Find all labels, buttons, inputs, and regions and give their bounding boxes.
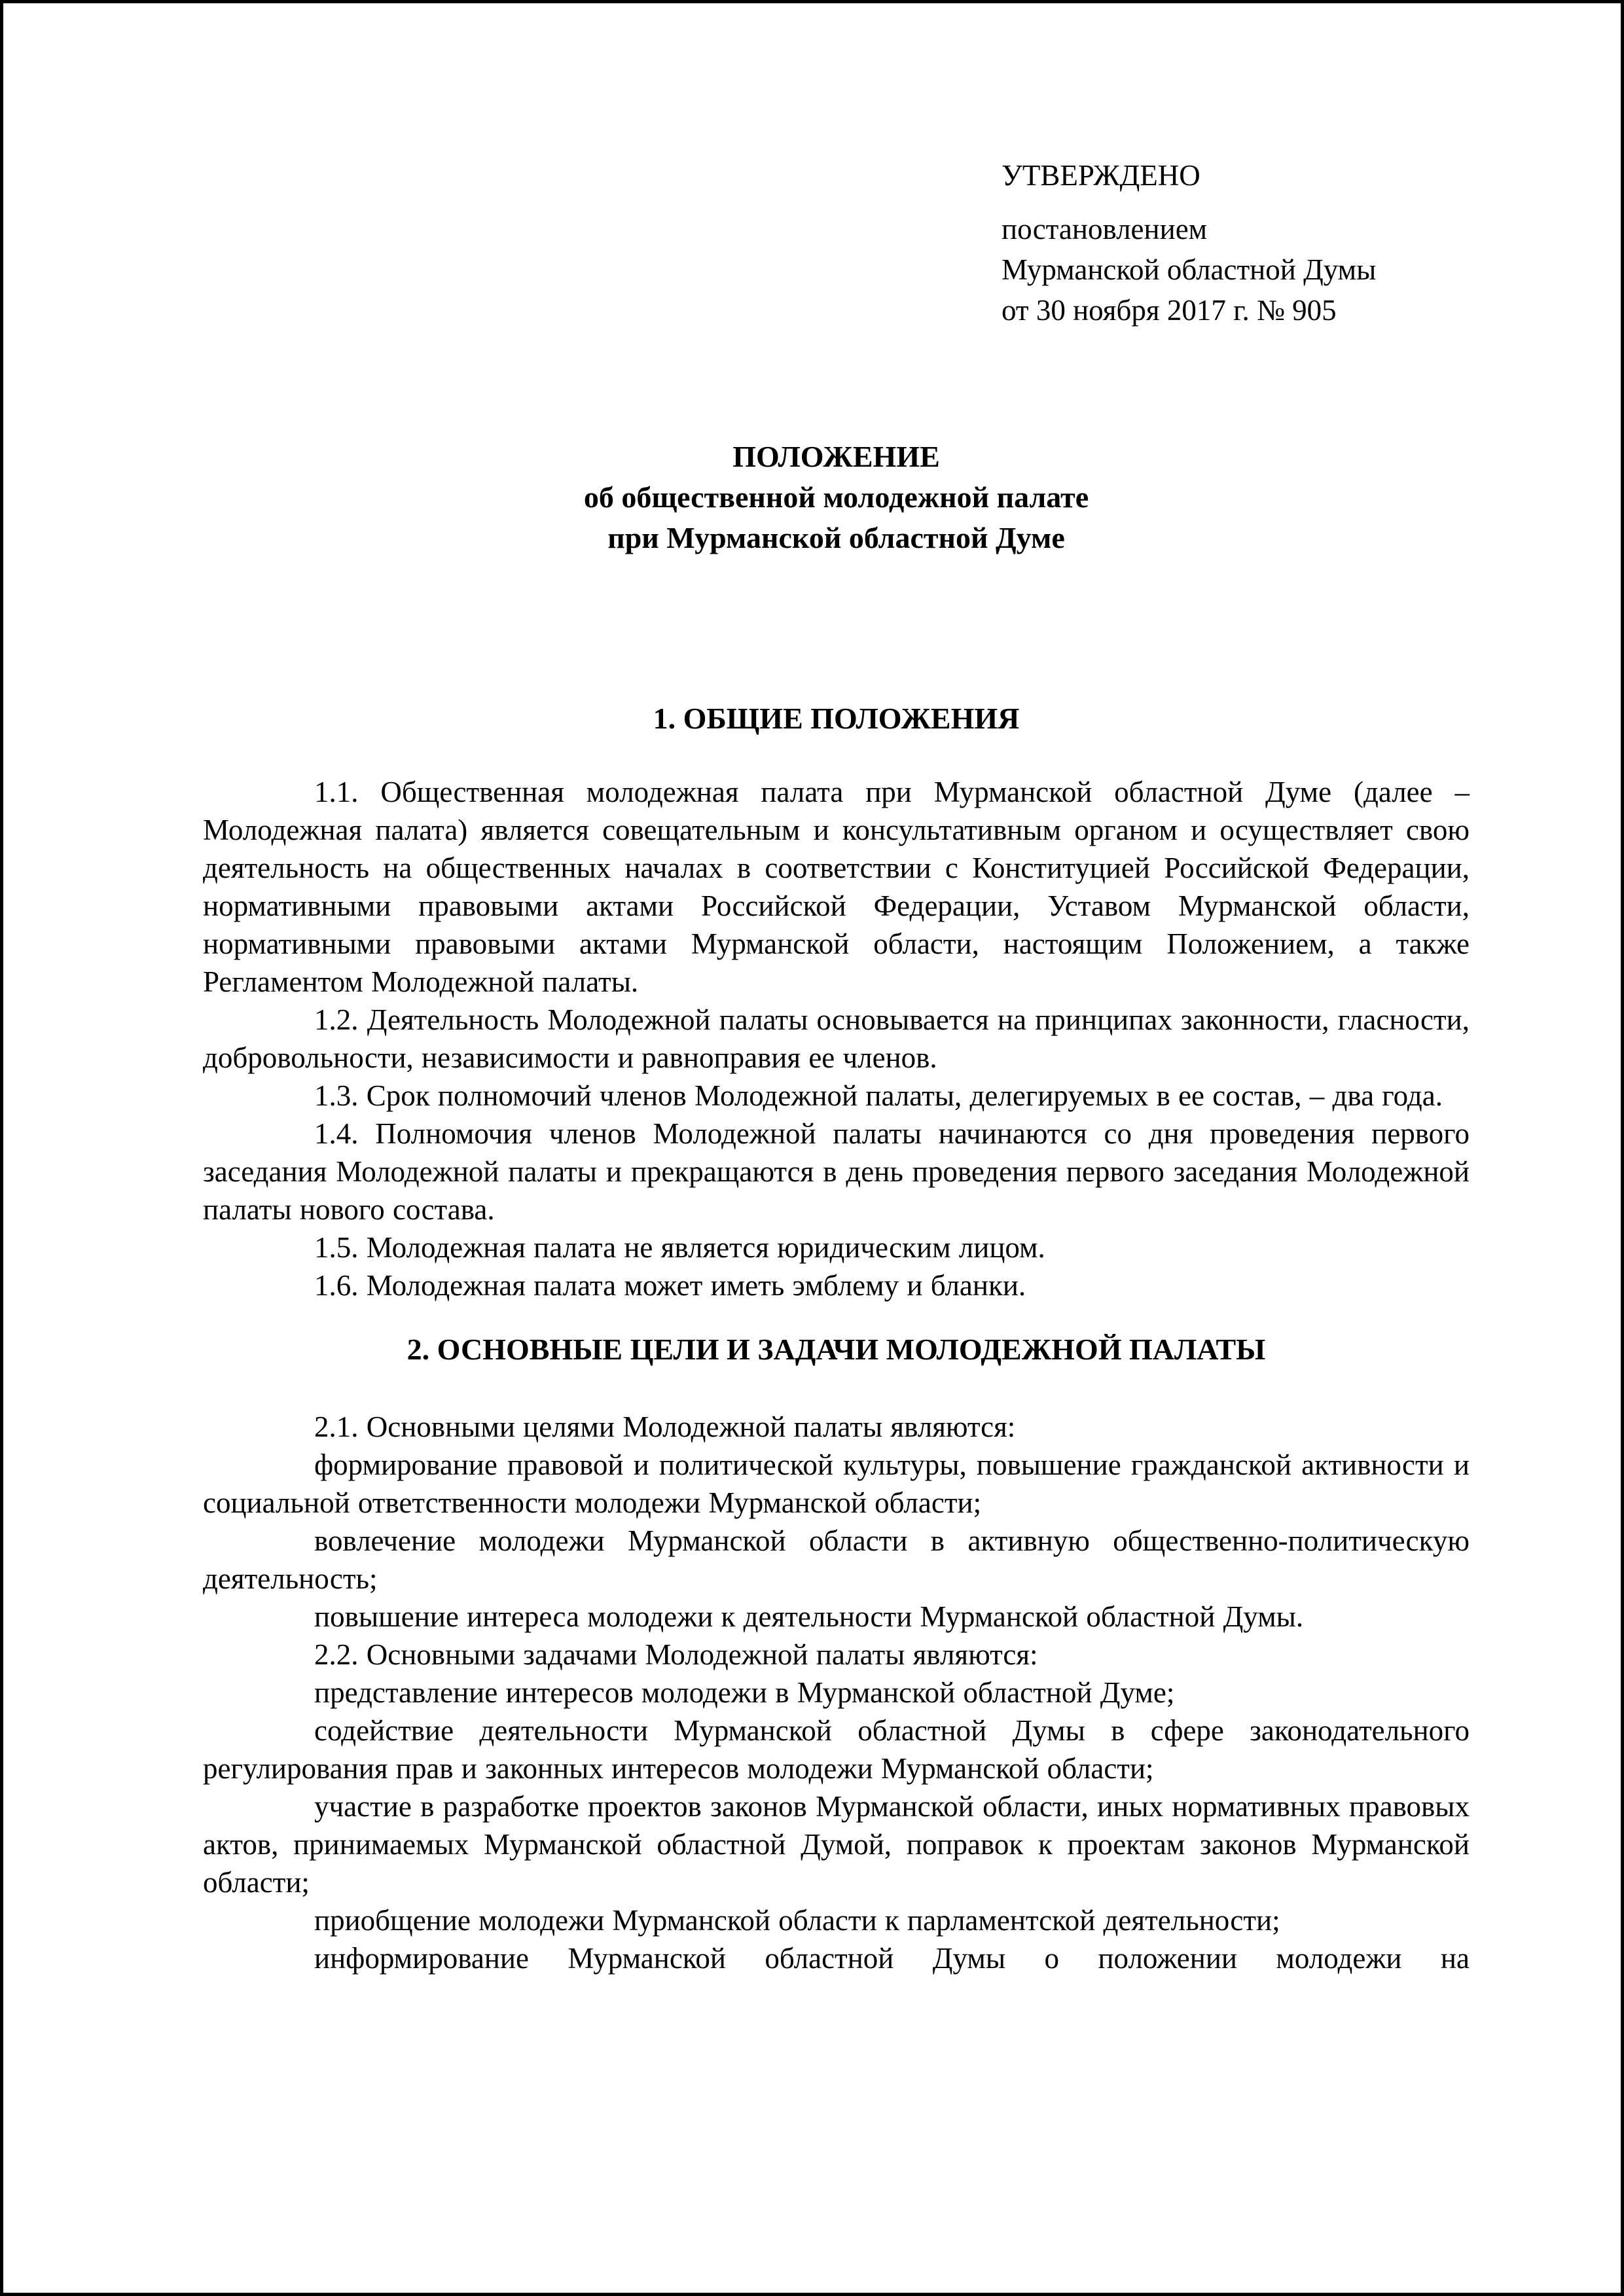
document-content xyxy=(3,3,1621,1977)
paragraph-2-2-item-2: содействие деятельности Мурманской областной Думы в сфере законодательного регулирования прав и законных интересов молодежи Мурманской области; xyxy=(203,1714,1470,1785)
approval-spacer xyxy=(1001,196,1470,209)
paragraph-2-1-item-3: повышение интереса молодежи к деятельности Мурманской областной Думы. xyxy=(314,1600,1304,1633)
paragraph-2-2-item-4: приобщение молодежи Мурманской области к парламентской деятельности; xyxy=(314,1904,1280,1937)
paragraph-2-2-item-1: представление интересов молодежи в Мурманской областной Думе; xyxy=(314,1676,1175,1709)
paragraph-2-2-item-3: участие в разработке проектов законов Мурманской области, иных нормативных правовых актов, принимаемых Мурманской областной Думой, поправок к проектам законов Мурманской области; xyxy=(203,1790,1470,1899)
approval-stamp: УТВЕРЖДЕНО xyxy=(1001,159,1200,192)
approval-resolution: постановлением xyxy=(1001,213,1208,245)
approval-block xyxy=(1001,3,1470,331)
paragraph-1-4: 1.4. Полномочия членов Молодежной палаты начинаются со дня проведения первого заседания Молодежной палаты и прекращаются в день проведения первого заседания Молодежной палаты нового состава. xyxy=(203,1117,1470,1226)
section-2-heading: 2. ОСНОВНЫЕ ЦЕЛИ И ЗАДАЧИ МОЛОДЕЖНОЙ ПАЛАТЫ xyxy=(406,1333,1266,1366)
paragraph-2-2-item-5-truncated: информирование Мурманской областной Думы о положении молодежи на xyxy=(314,1942,1470,1975)
document-title xyxy=(203,437,1470,558)
paragraph-1-6: 1.6. Молодежная палата может иметь эмблему и бланки. xyxy=(314,1269,1026,1302)
paragraph-2-1-item-2: вовлечение молодежи Мурманской области в активную общественно-политическую деятельность; xyxy=(203,1524,1470,1595)
document-title-line1: ПОЛОЖЕНИЕ xyxy=(732,440,940,473)
document-title-line3: при Мурманской областной Думе xyxy=(607,521,1065,554)
paragraph-1-2: 1.2. Деятельность Молодежной палаты основывается на принципах законности, гласности, добровольности, независимости и равноправия ее членов. xyxy=(203,1003,1470,1074)
paragraph-1-3: 1.3. Срок полномочий членов Молодежной палаты, делегируемых в ее состав, – два года. xyxy=(314,1079,1443,1112)
paragraph-1-1: 1.1. Общественная молодежная палата при Мурманской областной Думе (далее – Молодежная палата) является совещательным и консультативным органом и осуществляет свою деятельность на общественных началах в соответствии с Конституцией Российской Федерации, нормативными правовыми актами Российской Федерации, Уставом Мурманской области, нормативными правовыми актами Мурманской области, настоящим Положением, а также Регламентом Молодежной палаты. xyxy=(203,776,1470,998)
approval-date-number: от 30 ноября 2017 г. № 905 xyxy=(1001,294,1337,327)
paragraph-1-5: 1.5. Молодежная палата не является юридическим лицом. xyxy=(314,1231,1045,1264)
paragraph-2-1-item-1: формирование правовой и политической культуры, повышение гражданской активности и социальной ответственности молодежи Мурманской области; xyxy=(203,1448,1470,1519)
approval-authority: Мурманской областной Думы xyxy=(1001,253,1377,286)
section-1-heading: 1. ОБЩИЕ ПОЛОЖЕНИЯ xyxy=(653,702,1020,735)
paragraph-2-1: 2.1. Основными целями Молодежной палаты являются: xyxy=(314,1410,1016,1443)
paragraph-2-2: 2.2. Основными задачами Молодежной палаты являются: xyxy=(314,1638,1038,1671)
document-title-line2: об общественной молодежной палате xyxy=(583,480,1089,514)
